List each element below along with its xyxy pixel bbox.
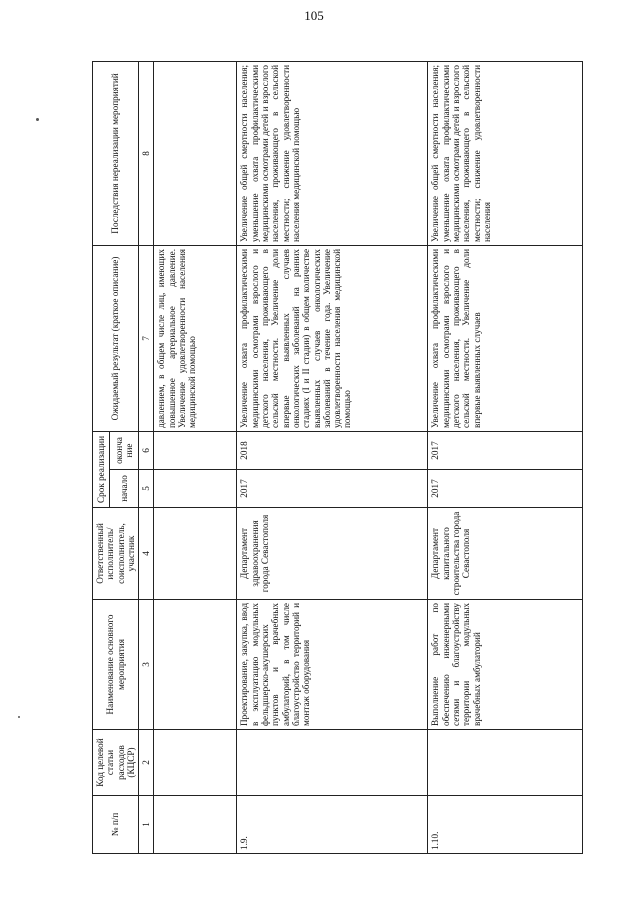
cell-num: 1.9. xyxy=(237,796,428,854)
cell-name xyxy=(154,600,237,730)
cell-name: Проектирование, закупка, ввод в эксплуатацию модульных фельдшерско-акушерских пунктов и врачебных амбулаторий, в том числе благоустройство территорий и монтаж оборудования xyxy=(237,600,428,730)
cell-result: Увеличение охвата профилактическими медицинскими осмотрами взрослого и детского населения, проживающего в сельской местности. Увеличение доли впервые выявленных случаев онкологических заболеваний на ранних стадиях (I и II стадии) в общем количестве выявленных случаев онкологических заболеваний в течение года. Увеличение удовлетворенности населения медицинской помощью xyxy=(237,245,428,431)
cell-result: давлением, в общем числе лиц, имеющих повышенное артериальное давление. Увеличение удовлетворенности населения медицинской помощью xyxy=(154,245,237,431)
header-row xyxy=(93,61,110,853)
column-number: 5 xyxy=(139,470,154,508)
column-number: 6 xyxy=(139,431,154,469)
header-period-start: начало xyxy=(110,470,139,508)
column-number: 4 xyxy=(139,508,154,600)
cell-executor: Департамент здравоохранения города Севастополя xyxy=(237,508,428,600)
cell-executor: Департамент капитального строительства города Севастополя xyxy=(428,508,583,600)
rotated-table-container xyxy=(92,62,602,854)
cell-end xyxy=(154,431,237,469)
column-number: 7 xyxy=(139,245,154,431)
cell-consequences: Увеличение общей смертности населения; уменьшение охвата профилактическими медицинскими осмотрами детей и взрослого населения, проживающего в сельской местности; снижение удовлетворенности населения xyxy=(428,61,583,245)
cell-name: Выполнение работ по обеспечению инженерными сетями и благоустройству территории модульных врачебных амбулаторий xyxy=(428,600,583,730)
cell-consequences: Увеличение общей смертности населения; уменьшение охвата профилактическими медицинскими осмотрами детей и взрослого населения, проживающего в сельской местности; снижение удовлетворенности населения медицинской помощью xyxy=(237,61,428,245)
cell-consequences xyxy=(154,61,237,245)
column-number: 2 xyxy=(139,730,154,796)
cell-executor xyxy=(154,508,237,600)
table-row xyxy=(428,61,583,853)
cell-num: 1.10. xyxy=(428,796,583,854)
table-row xyxy=(237,61,428,853)
header-name: Наименование основного мероприятия xyxy=(93,600,139,730)
cell-code xyxy=(237,730,428,796)
header-period: Срок реализации xyxy=(93,431,110,507)
scan-speck xyxy=(36,118,39,121)
header-result: Ожидаемый результат (краткое описание) xyxy=(93,245,139,431)
cell-start xyxy=(154,470,237,508)
cell-num xyxy=(154,796,237,854)
activities-table xyxy=(92,61,583,854)
column-number: 3 xyxy=(139,600,154,730)
cell-start: 2017 xyxy=(428,470,583,508)
scan-speck xyxy=(18,716,20,718)
header-executor: Ответственный исполнитель/ соисполнитель, участник xyxy=(93,508,139,600)
cell-start: 2017 xyxy=(237,470,428,508)
cell-result: Увеличение охвата профилактическими медицинскими осмотрами взрослого и детского населения, проживающего в сельской местности. Увеличение доли впервые выявленных случаев xyxy=(428,245,583,431)
page-number: 105 xyxy=(304,8,324,23)
table-row xyxy=(154,61,237,853)
header-period-end: оконча ние xyxy=(110,431,139,469)
cell-end: 2018 xyxy=(237,431,428,469)
cell-end: 2017 xyxy=(428,431,583,469)
cell-code xyxy=(154,730,237,796)
column-number: 1 xyxy=(139,796,154,854)
cell-code xyxy=(428,730,583,796)
header-num: № п/п xyxy=(93,796,139,854)
header-consequences: Последствия нереализации мероприятий xyxy=(93,61,139,245)
header-code: Код целевой статьи расходов (КЦСР) xyxy=(93,730,139,796)
column-number-row xyxy=(139,61,154,853)
column-number: 8 xyxy=(139,61,154,245)
